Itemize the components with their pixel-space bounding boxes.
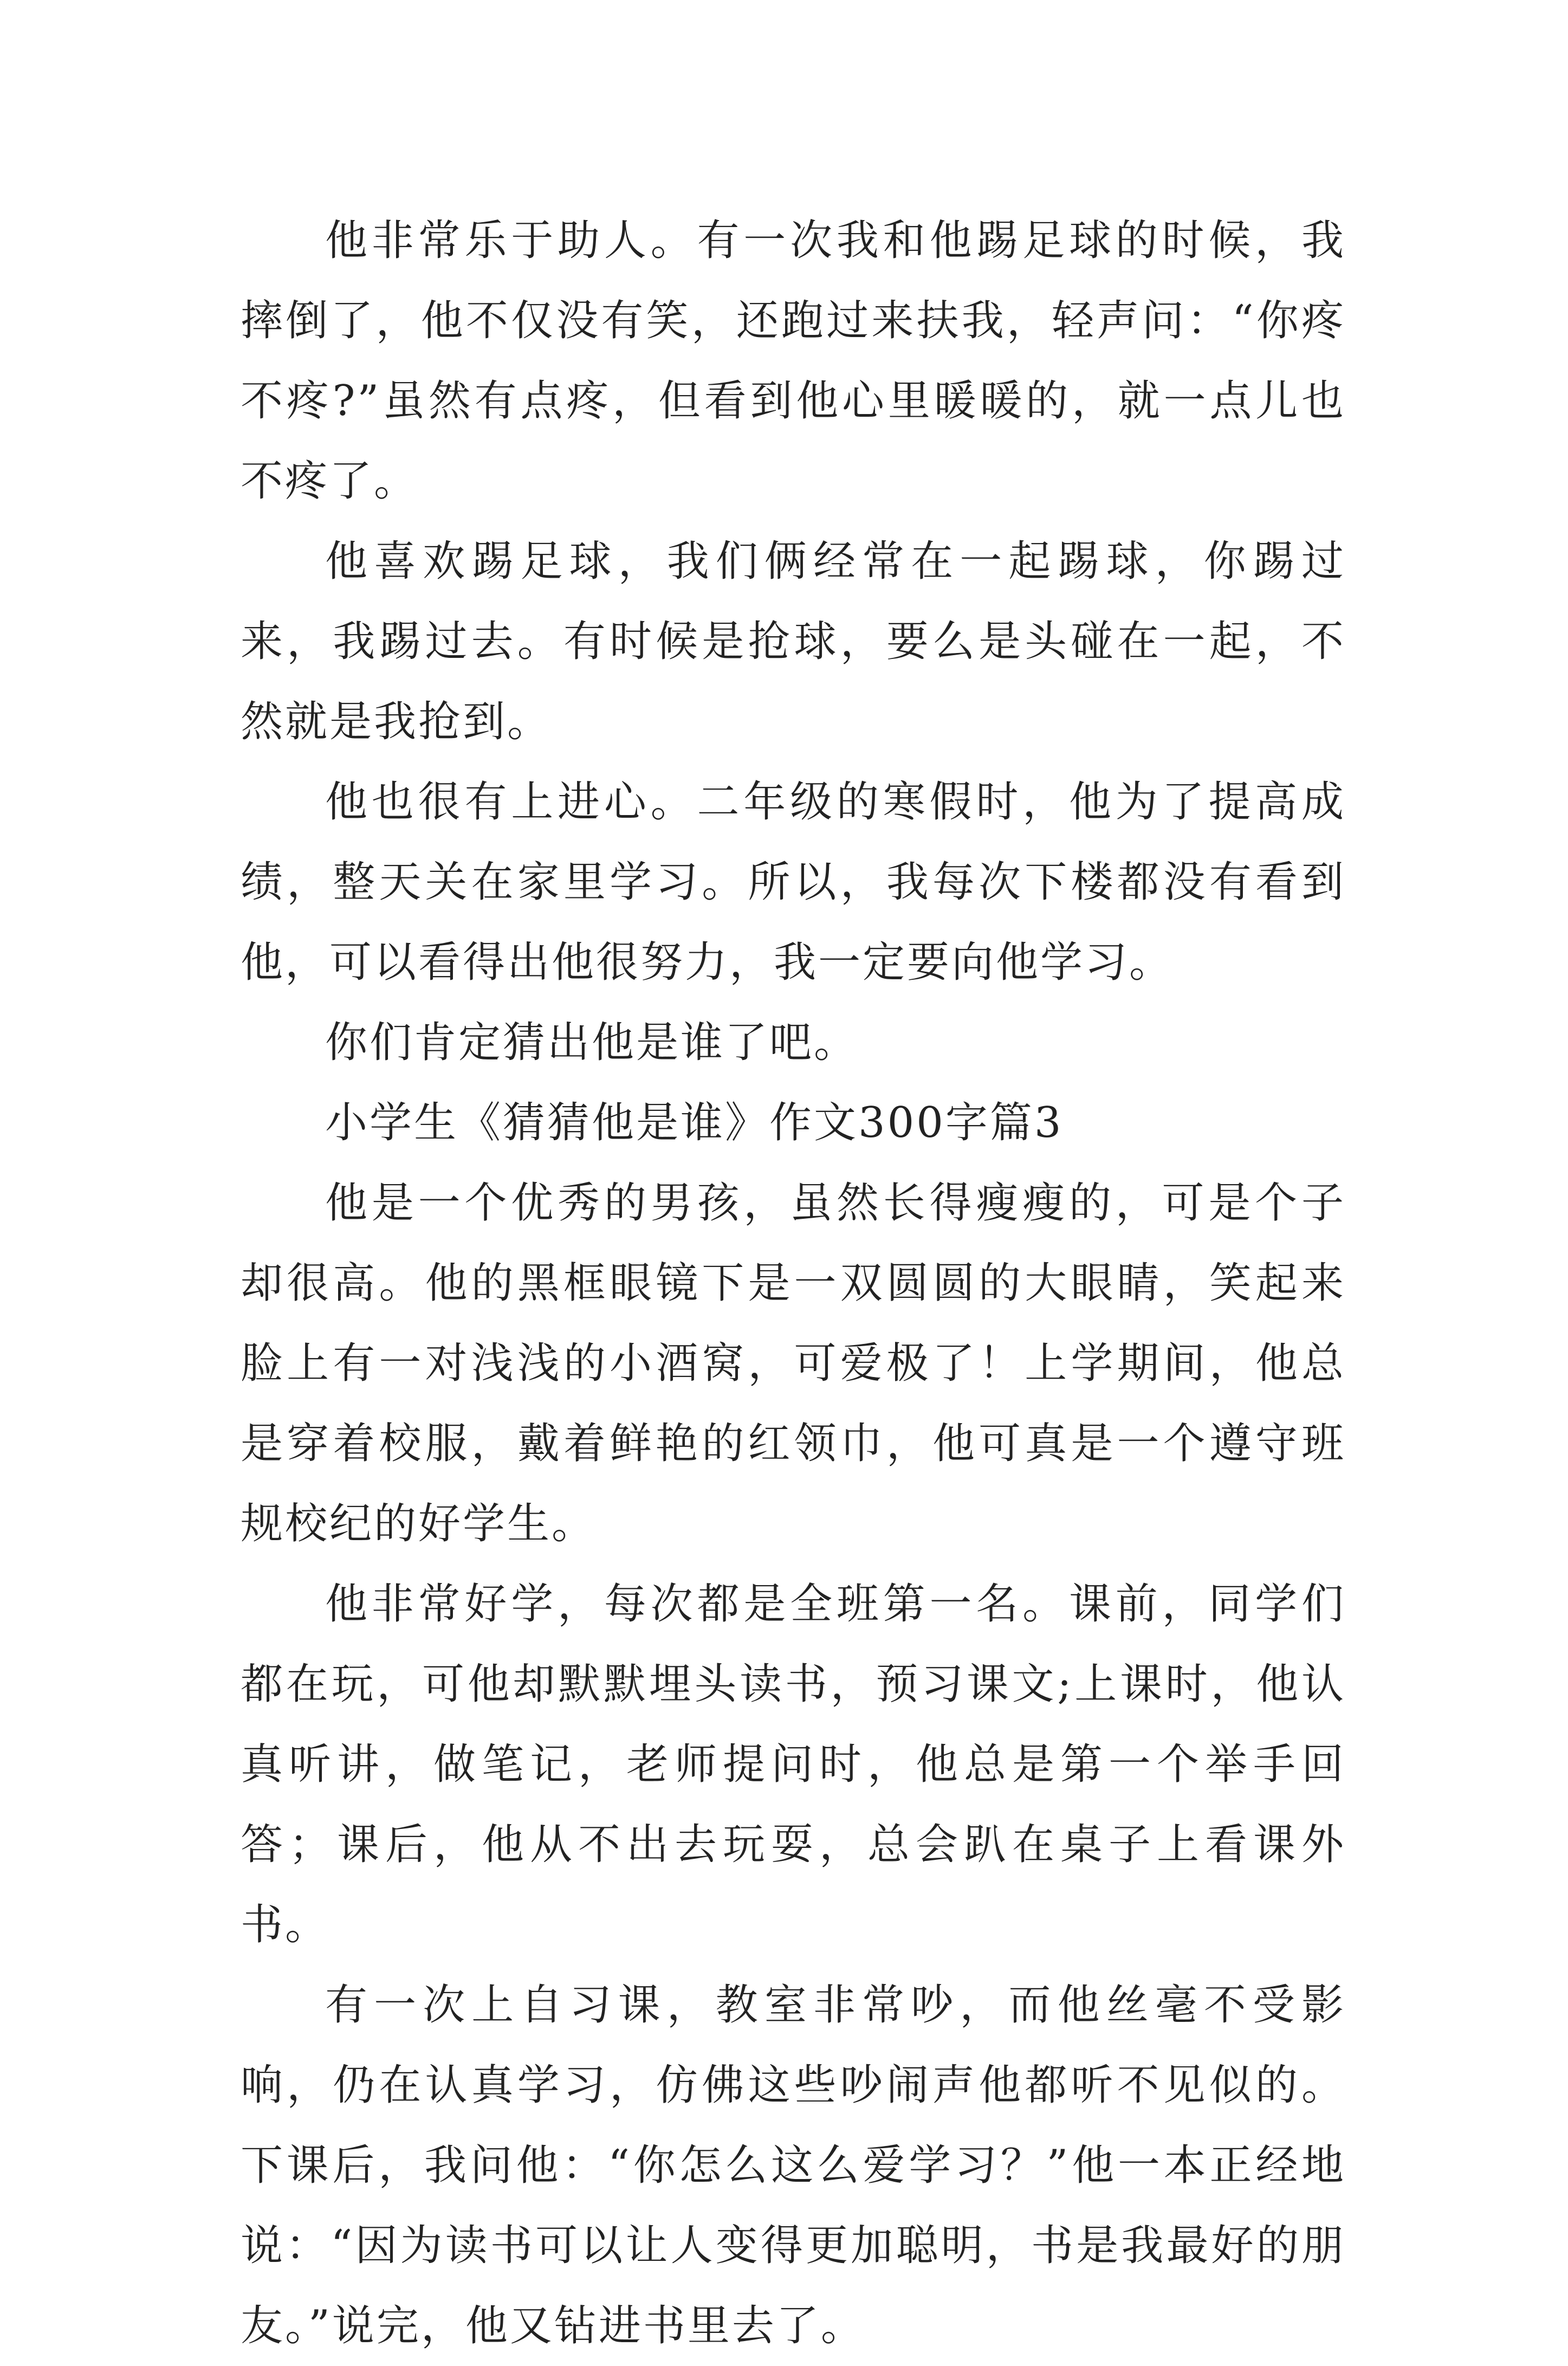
paragraph-appearance: 他是一个优秀的男孩，虽然长得瘦瘦的，可是个子却很高。他的黑框眼镜下是一双圆圆的大眼睛，笑起来脸上有一对浅浅的小酒窝，可爱极了！上学期间，他总是穿着校服，戴着鲜艳的红领巾，他可真是一个遵守班规校纪的好学生。 — [241, 1179, 1346, 1548]
paragraph-studious: 他非常好学，每次都是全班第一名。课前，同学们都在玩，可他却默默埋头读书，预习课文;上课时，他认真听讲，做笔记，老师提问时，他总是第一个举手回答；课后，他从不出去玩耍，总会趴在桌子上看课外书。 — [241, 1580, 1346, 1949]
paragraph-self-study: 有一次上自习课，教室非常吵，而他丝毫不受影响，仍在认真学习，仿佛这些吵闹声他都听不见似的。下课后，我问他：“你怎么这么爱学习？”他一本正经地说：“因为读书可以让人变得更加聪明，书是我最好的朋友。”说完，他又钻进书里去了。 — [241, 1981, 1346, 2350]
document-body — [241, 201, 1346, 2366]
paragraph-helpful: 他非常乐于助人。有一次我和他踢足球的时候，我摔倒了，他不仅没有笑，还跑过来扶我，轻声问：“你疼不疼?”虽然有点疼，但看到他心里暖暖的，就一点儿也不疼了。 — [241, 216, 1346, 506]
section-heading: 小学生《猜猜他是谁》作文300字篇3 — [325, 1098, 1064, 1147]
paragraph-ambition: 他也很有上进心。二年级的寒假时，他为了提高成绩，整天关在家里学习。所以，我每次下楼都没有看到他，可以看得出他很努力，我一定要向他学习。 — [241, 778, 1346, 987]
paragraph-guess: 你们肯定猜出他是谁了吧。 — [325, 1018, 859, 1067]
paragraph-football: 他喜欢踢足球，我们俩经常在一起踢球，你踢过来，我踢过去。有时候是抢球，要么是头碰在一起，不然就是我抢到。 — [241, 537, 1346, 746]
